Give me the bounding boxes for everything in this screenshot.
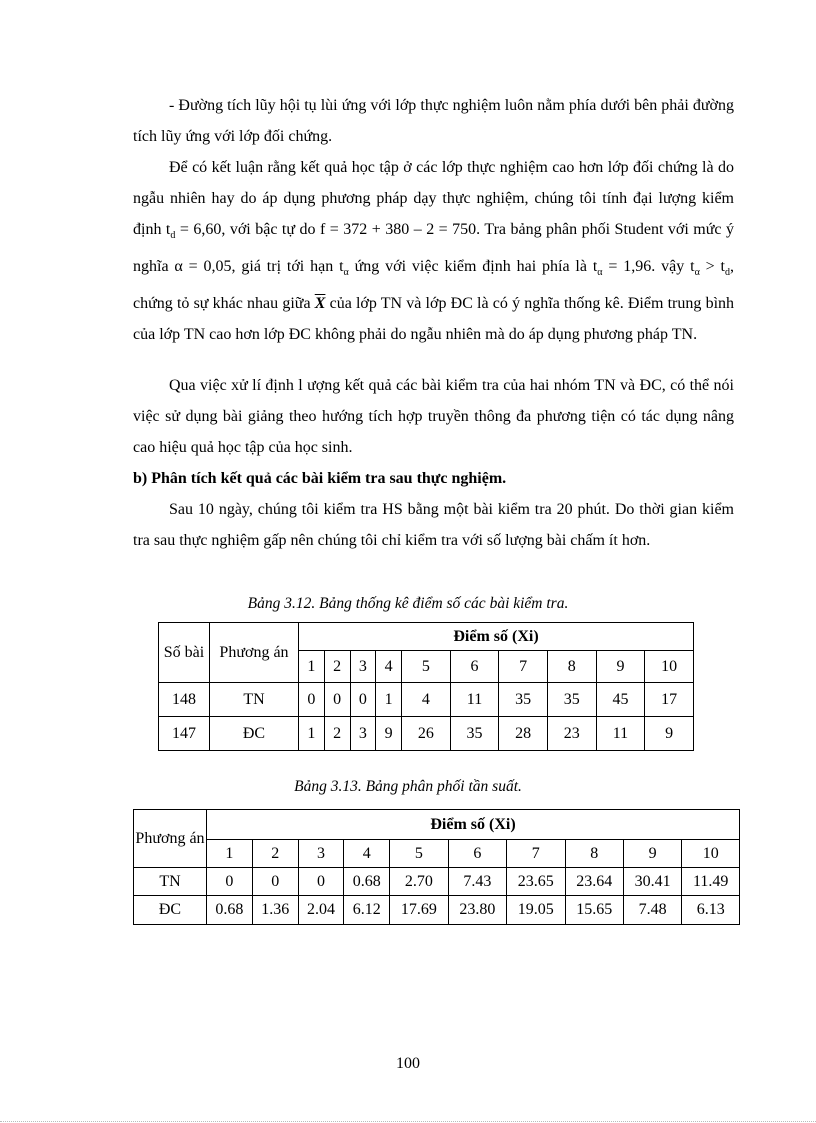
- value-cell: 0.68: [207, 896, 253, 925]
- value-cell: 6.13: [682, 896, 740, 925]
- value-cell: 23: [547, 717, 596, 751]
- score-header-cell: 1: [207, 840, 253, 868]
- paragraph-summary: Qua việc xử lí định l ượng kết quả các bài kiểm tra của hai nhóm TN và ĐC, có thể nói việc sử dụng bài giảng theo hướng tích hợp truyền thông đa phương tiện có tác dụng nâng cao hiệu quả học tập của học sinh.: [133, 377, 734, 456]
- value-cell: 4: [402, 683, 451, 717]
- score-header-cell: 8: [547, 651, 596, 683]
- score-header-cell: 10: [645, 651, 694, 683]
- value-cell: 35: [547, 683, 596, 717]
- value-cell: 0: [299, 683, 325, 717]
- value-cell: 0: [298, 868, 344, 896]
- value-cell: 23.65: [507, 868, 565, 896]
- value-cell: 0: [324, 683, 350, 717]
- score-header-cell: 2: [252, 840, 298, 868]
- score-header-cell: 10: [682, 840, 740, 868]
- value-cell: 2: [324, 717, 350, 751]
- paragraph-t-test: Để có kết luận rằng kết quả học tập ở các lớp thực nghiệm cao hơn lớp đối chứng là do ngẫu nhiên hay do áp dụng phương pháp dạy thực nghiệm, chúng tôi tính đại lượng kiểm định $t_d = 6,60$, với bậc tự do f = 372 + 380 – 2 = 750. Tra bảng phân phối Student với mức ý nghĩa α = 0,05, giá trị tới hạn $t_\alpha$ ứng với việc kiểm định hai phía là $t_\alpha = 1,96$. vậy $t_\alpha > t_d$, chứng tỏ sự khác nhau giữa $\overline{X}$ của lớp TN và lớp ĐC là có ý nghĩa thống kê. Điểm trung bình của lớp TN cao hơn lớp ĐC không phải do ngẫu nhiên mà do áp dụng phương pháp TN.: [133, 159, 735, 344]
- value-cell: 15.65: [565, 896, 623, 925]
- paragraph-post-test: Sau 10 ngày, chúng tôi kiểm tra HS bằng một bài kiểm tra 20 phút. Do thời gian kiểm tra sau thực nghiệm gấp nên chúng tôi chỉ kiểm tra với số lượng bài chấm ít hơn.: [133, 501, 734, 549]
- score-header-cell: 7: [499, 651, 548, 683]
- value-cell: 0: [252, 868, 298, 896]
- score-header-cell: 6: [450, 651, 499, 683]
- group-cell: ĐC: [134, 896, 207, 925]
- score-header-cell: 5: [402, 651, 451, 683]
- count-cell: 148: [159, 683, 210, 717]
- value-cell: 9: [376, 717, 402, 751]
- score-header-cell: 3: [350, 651, 376, 683]
- value-cell: 11: [596, 717, 645, 751]
- page-number: 100: [396, 1055, 420, 1072]
- value-cell: 23.64: [565, 868, 623, 896]
- table-3-13-caption: Bảng 3.13. Bảng phân phối tần suất.: [294, 778, 522, 795]
- value-cell: 0.68: [344, 868, 390, 896]
- value-cell: 17.69: [390, 896, 448, 925]
- page-divider: [0, 1121, 816, 1122]
- value-cell: 19.05: [507, 896, 565, 925]
- value-cell: 35: [450, 717, 499, 751]
- header-diem-so: Điểm số (Xi): [299, 623, 694, 651]
- group-cell: ĐC: [210, 717, 299, 751]
- value-cell: 30.41: [623, 868, 681, 896]
- score-header-cell: 2: [324, 651, 350, 683]
- score-header-cell: 8: [565, 840, 623, 868]
- value-cell: 1.36: [252, 896, 298, 925]
- score-header-cell: 3: [298, 840, 344, 868]
- header-phuong-an: Phương án: [210, 623, 299, 683]
- value-cell: 28: [499, 717, 548, 751]
- value-cell: 6.12: [344, 896, 390, 925]
- value-cell: 45: [596, 683, 645, 717]
- value-cell: 2.04: [298, 896, 344, 925]
- value-cell: 2.70: [390, 868, 448, 896]
- section-heading-b: b) Phân tích kết quả các bài kiểm tra sau thực nghiệm.: [133, 470, 507, 487]
- value-cell: 0: [207, 868, 253, 896]
- value-cell: 1: [376, 683, 402, 717]
- value-cell: 23.80: [448, 896, 506, 925]
- group-cell: TN: [210, 683, 299, 717]
- value-cell: 1: [299, 717, 325, 751]
- score-header-cell: 4: [344, 840, 390, 868]
- group-cell: TN: [134, 868, 207, 896]
- score-header-cell: 5: [390, 840, 448, 868]
- header-diem-so: Điểm số (Xi): [207, 810, 740, 840]
- score-header-cell: 6: [448, 840, 506, 868]
- table-3-12-caption: Bảng 3.12. Bảng thống kê điểm số các bài kiểm tra.: [247, 595, 569, 612]
- value-cell: 26: [402, 717, 451, 751]
- value-cell: 11: [450, 683, 499, 717]
- value-cell: 35: [499, 683, 548, 717]
- value-cell: 0: [350, 683, 376, 717]
- score-statistics-table: [158, 622, 694, 751]
- header-phuong-an: Phương án: [134, 810, 207, 868]
- score-header-cell: 7: [507, 840, 565, 868]
- count-cell: 147: [159, 717, 210, 751]
- frequency-distribution-table: [133, 809, 740, 925]
- score-header-cell: 1: [299, 651, 325, 683]
- header-so-bai: Số bài: [159, 623, 210, 683]
- paragraph-conclusion-cumulative: - Đường tích lũy hội tụ lùi ứng với lớp thực nghiệm luôn nằm phía dưới bên phải đường tích lũy ứng với lớp đối chứng.: [133, 97, 734, 145]
- value-cell: 7.43: [448, 868, 506, 896]
- value-cell: 17: [645, 683, 694, 717]
- value-cell: 3: [350, 717, 376, 751]
- value-cell: 11.49: [682, 868, 740, 896]
- score-header-cell: 9: [623, 840, 681, 868]
- value-cell: 7.48: [623, 896, 681, 925]
- x-bar-symbol: $\overline{X}$: [314, 295, 326, 313]
- value-cell: 9: [645, 717, 694, 751]
- score-header-cell: 9: [596, 651, 645, 683]
- score-header-cell: 4: [376, 651, 402, 683]
